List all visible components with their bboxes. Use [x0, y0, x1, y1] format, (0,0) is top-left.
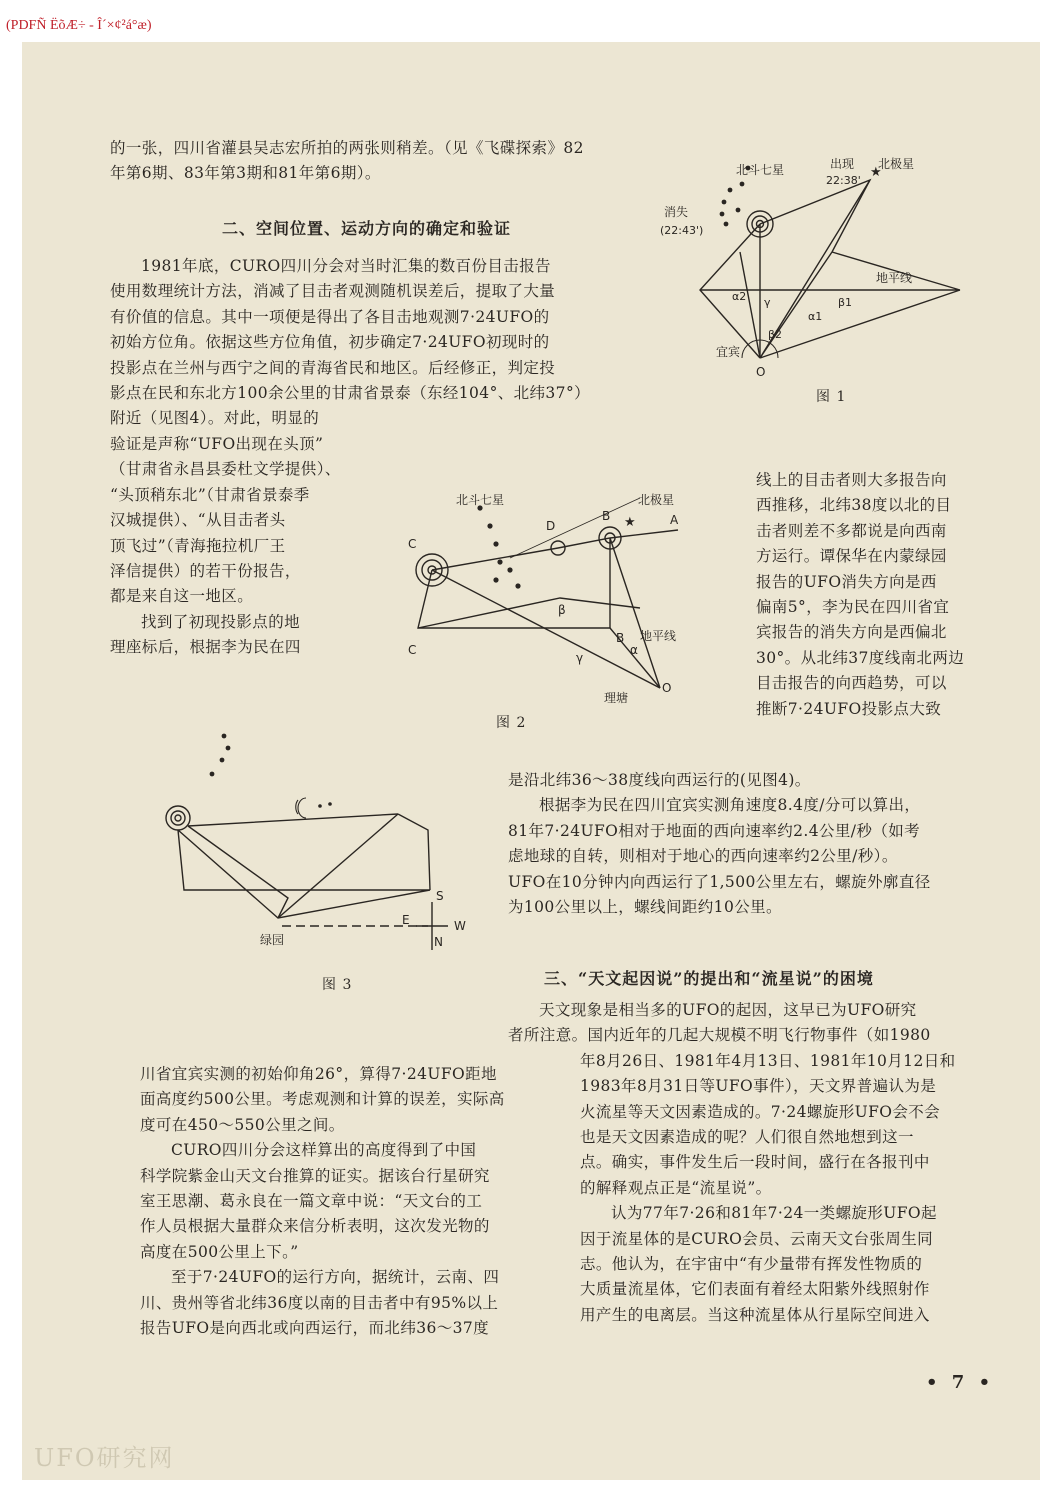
text-line: 年第6期、83年第3期和81年第6期）。	[110, 164, 381, 183]
section-3-paragraph	[508, 998, 1008, 1328]
text-line: 1983年8月31日等UFO事件），天文界普遍认为是	[580, 1077, 937, 1096]
text-line: 都是来自这一地区。	[110, 587, 254, 606]
fig1-label-appear-time: 22:38'	[826, 174, 861, 187]
fig1-label-station: 宜宾	[716, 345, 741, 359]
text-line: 方运行。谭保华在内蒙绿园	[756, 547, 947, 566]
fig1-label-polaris: 北极星	[878, 157, 915, 171]
text-line: 找到了初现投影点的地	[141, 612, 301, 631]
figure-3-caption: 图 3	[322, 977, 353, 993]
text-line: 度可在450～550公里之间。	[140, 1115, 345, 1134]
text-line: 验证是声称“UFO出现在头顶”	[110, 435, 324, 453]
right-column-text	[756, 468, 1016, 722]
altitude-paragraph	[140, 1062, 560, 1341]
fig1-label-horizon: 地平线	[876, 271, 913, 285]
fig2-label-B2: B	[616, 631, 625, 645]
text-line: 附近（见图4）。对此，明显的	[110, 409, 320, 428]
fig2-label-station: 理塘	[604, 691, 629, 705]
fig1-label-vanish-time: (22:43')	[660, 224, 704, 237]
text-line: 大质量流星体，它们表面有着经太阳紫外线照射作	[580, 1280, 930, 1299]
text-line: 为100公里以上，螺线间距约10公里。	[508, 898, 782, 917]
fig1-label-appear: 出现	[830, 157, 855, 171]
fig2-label-B: B	[602, 509, 611, 523]
text-line: 1981年底，CURO四川分会对当时汇集的数百份目击报告	[141, 257, 551, 275]
text-line: 击者则差不多都说是向西南	[756, 521, 947, 540]
text-line: 宾报告的消失方向是西偏北	[756, 623, 947, 642]
fig2-label-polaris: 北极星	[638, 493, 675, 507]
text-line: 高度在500公里上下。”	[140, 1242, 299, 1261]
text-line: 81年7·24UFO相对于地面的西向速率约2.4公里/秒（如考	[508, 821, 921, 840]
text-line: 西推移，北纬38度以北的目	[756, 496, 952, 515]
text-line: 作人员根据大量群众来信分析表明，这次发光物的	[140, 1217, 490, 1236]
fig1-label-beta1: β1	[838, 296, 853, 309]
fig2-label-C: C	[408, 537, 417, 551]
fig1-label-origin: O	[756, 365, 766, 379]
intro-text	[110, 136, 650, 187]
polaris-star-icon: ★	[870, 165, 882, 180]
text-line: 汉城提供）、“从目击者头	[110, 511, 286, 530]
text-line: 火流星等天文因素造成的。7·24螺旋形UFO会不会	[580, 1102, 941, 1121]
section-2-narrow-column	[110, 432, 400, 661]
figure-1-caption: 图 1	[816, 389, 847, 405]
text-line: 有价值的信息。其中一项便是得出了各目击地观测7·24UFO的	[110, 307, 550, 326]
text-line: 认为77年7·26和81年7·24一类螺旋形UFO起	[611, 1204, 937, 1223]
fig1-label-alpha1: α1	[808, 310, 823, 323]
text-line: 目击报告的向西趋势，可以	[756, 674, 947, 693]
section-2-title: 二、空间位置、运动方向的确定和验证	[222, 219, 512, 238]
fig3-label-S: S	[436, 889, 444, 903]
polaris-star-icon: ★	[624, 515, 636, 530]
text-line: UFO在10分钟内向西运行了1,500公里左右，螺旋外廓直径	[508, 872, 931, 891]
fig1-label-alpha2: α2	[732, 290, 747, 303]
fig2-label-gamma: γ	[576, 651, 584, 665]
fig1-label-gamma: γ	[764, 296, 771, 309]
text-line: “头顶稍东北”（甘肃省景泰季	[110, 485, 310, 504]
text-line: 天文现象是相当多的UFO的起因，这早已为UFO研究	[539, 1001, 917, 1019]
text-line: 根据李为民在四川宜宾实测角速度8.4度/分可以算出，	[539, 796, 921, 815]
text-line: 报告的UFO消失方向是西	[756, 572, 937, 591]
fig2-label-A: A	[670, 513, 679, 527]
fig2-label-origin: O	[662, 681, 672, 695]
text-line: 泽信提供）的若干份报告，	[110, 562, 301, 581]
figure-2-diagram	[400, 478, 700, 708]
fig3-label-N: N	[434, 935, 443, 949]
text-line: 者所注意。国内近年的几起大规模不明飞行物事件（如1980	[508, 1026, 931, 1045]
document-header: (PDFÑ ËõÆ÷ - Î´×¢²á°æ)	[6, 18, 152, 33]
text-line: 影点在民和东北方100余公里的甘肃省景泰（东经104°、北纬37°）	[110, 384, 590, 403]
fig2-label-horizon: 地平线	[640, 629, 677, 643]
velocity-paragraph	[508, 768, 1008, 920]
fig2-label-beta: β	[558, 603, 566, 617]
figure-2-caption: 图 2	[496, 715, 527, 731]
fig2-label-C2: C	[408, 643, 417, 657]
text-line: 线上的目击者则大多报告向	[756, 471, 947, 489]
fig1-label-big-dipper: 北斗七星	[736, 163, 785, 177]
text-line: 川省宜宾实测的初始仰角26°，算得7·24UFO距地	[140, 1065, 497, 1083]
text-line: 偏南5°，李为民在四川省宜	[756, 598, 950, 617]
text-line: 川、贵州等省北纬36度以南的目击者中有95%以上	[140, 1293, 499, 1312]
section-2-paragraph	[110, 254, 650, 432]
text-line: 因于流星体的是CURO会员、云南天文台张周生同	[580, 1229, 934, 1248]
text-line: （甘肃省永昌县委杜文学提供）、	[110, 460, 341, 479]
text-line: 志。他认为，在宇宙中“有少量带有挥发性物质的	[580, 1255, 923, 1274]
fig3-label-W: W	[454, 919, 466, 933]
fig1-label-beta2: β2	[768, 328, 783, 341]
text-line: 的一张，四川省灌县吴志宏所拍的两张则稍差。（见《飞碟探索》82	[110, 139, 584, 157]
fig2-label-D: D	[546, 519, 556, 533]
text-line: 理座标后，根据李为民在四	[110, 638, 301, 657]
figure-1-diagram	[660, 140, 990, 380]
fig2-label-big-dipper: 北斗七星	[456, 493, 505, 507]
text-line: 顶飞过”（青海拖拉机厂王	[110, 536, 286, 555]
text-line: 至于7·24UFO的运行方向，据统计，云南、四	[171, 1268, 500, 1287]
text-line: 点。确实，事件发生后一段时间，盛行在各报刊中	[580, 1153, 930, 1172]
text-line: 用产生的电离层。当这种流星体从行星际空间进入	[580, 1305, 930, 1324]
watermark: UFO研究网	[34, 1444, 175, 1472]
text-line: 科学院紫金山天文台推算的证实。据该台行星研究	[140, 1166, 490, 1185]
text-line: 推断7·24UFO投影点大致	[756, 699, 942, 718]
page-number: • 7 •	[926, 1372, 995, 1393]
text-line: 30°。从北纬37度线南北两边	[756, 648, 965, 667]
text-line: 虑地球的自转，则相对于地心的西向速率约2公里/秒）。	[508, 847, 898, 866]
text-line: 也是天文因素造成的呢？人们很自然地想到这一	[580, 1128, 914, 1147]
fig1-label-vanish: 消失	[664, 205, 689, 219]
section-3-title: 三、“天文起因说”的提出和“流星说”的困境	[544, 969, 874, 988]
text-line: 年8月26日、1981年4月13日、1981年10月12日和	[580, 1051, 956, 1070]
text-line: CURO四川分会这样算出的高度得到了中国	[171, 1141, 477, 1160]
text-line: 初始方位角。依据这些方位角值，初步确定7·24UFO初现时的	[110, 333, 550, 352]
fig2-label-alpha: α	[630, 643, 638, 657]
text-line: 室王思潮、葛永良在一篇文章中说：“天文台的工	[140, 1192, 483, 1211]
figure-3-diagram	[148, 730, 488, 950]
text-line: 的解释观点正是“流星说”。	[580, 1178, 772, 1197]
text-line: 投影点在兰州与西宁之间的青海省民和地区。后经修正，判定投	[110, 358, 556, 377]
fig3-label-E: E	[402, 913, 410, 927]
fig3-label-station: 绿园	[260, 933, 285, 947]
text-line: 报告UFO是向西北或向西运行，而北纬36～37度	[140, 1319, 490, 1338]
text-line: 使用数理统计方法，消减了目击者观测随机误差后，提取了大量	[110, 282, 556, 301]
text-line: 面高度约500公里。考虑观测和计算的误差，实际高	[140, 1090, 505, 1109]
text-line: 是沿北纬36～38度线向西运行的(见图4)。	[508, 771, 811, 789]
